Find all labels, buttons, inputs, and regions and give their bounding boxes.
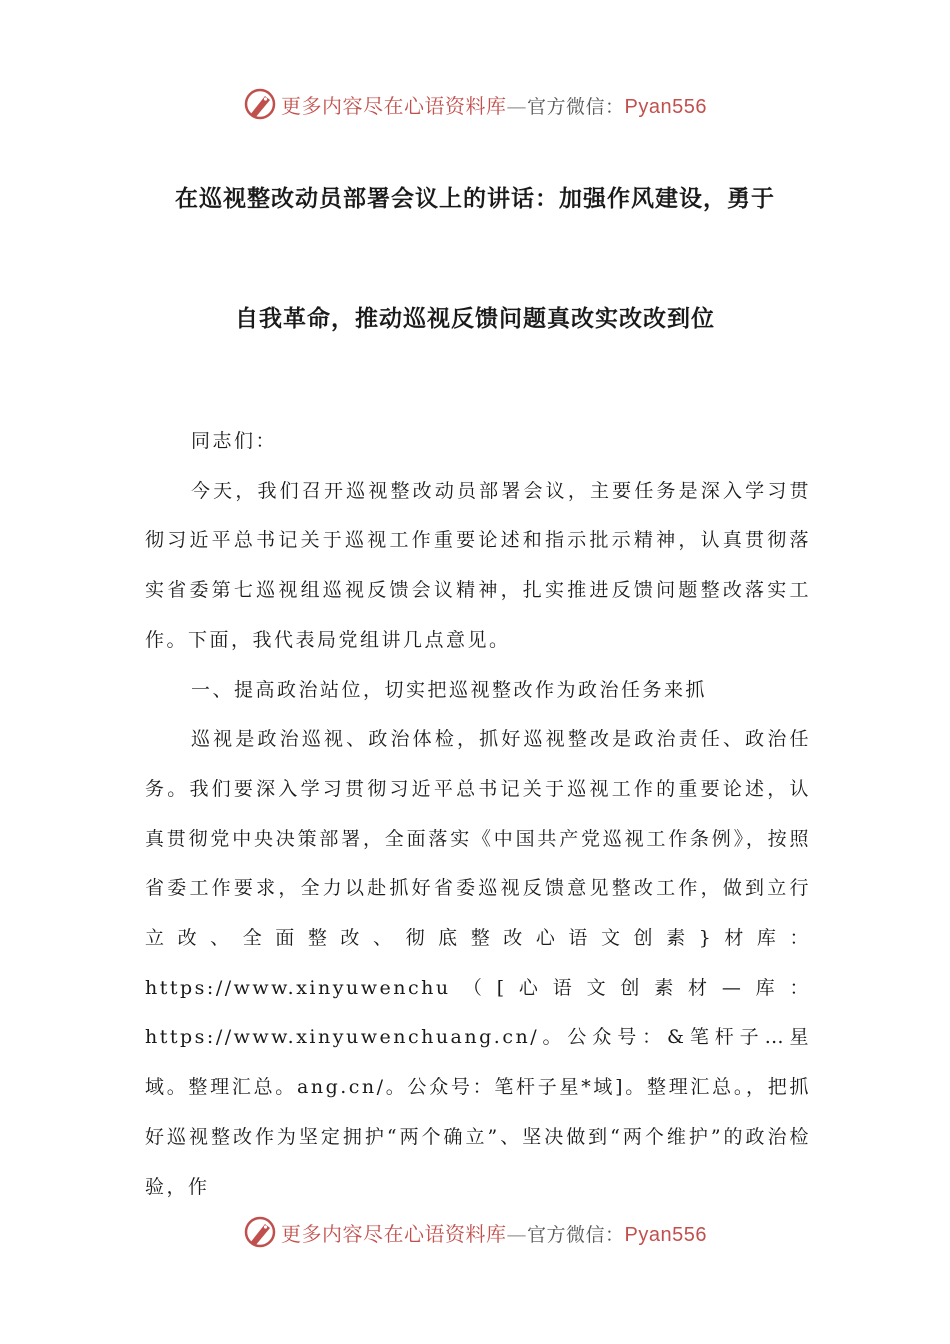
pen-nib-icon xyxy=(243,1215,277,1249)
header-banner xyxy=(0,84,950,124)
paragraph-intro: 今天，我们召开巡视整改动员部署会议，主要任务是深入学习贯彻习近平总书记关于巡视工作重要论述和指示批示精神，认真贯彻落实省委第七巡视组巡视反馈会议精神，扎实推进反馈问题整改落实工作。下面，我代表局党组讲几点意见。 xyxy=(145,479,811,651)
page-title-line-1: 在巡视整改动员部署会议上的讲话：加强作风建设，勇于 xyxy=(175,186,775,212)
footer-banner xyxy=(0,1212,950,1252)
page-title-line-2: 自我革命，推动巡视反馈问题真改实改改到位 xyxy=(235,306,715,332)
paragraph-section-1: 巡视是政治巡视、政治体检，抓好巡视整改是政治责任、政治任务。我们要深入学习贯彻习近平总书记关于巡视工作的重要论述，认真贯彻党中央决策部署，全面落实《中国共产党巡视工作条例》，按照省委工作要求，全力以赴抓好省委巡视反馈意见整改工作，做到立行立改、全面整改、彻底整改心语文创素}材库：https://www.xinyuwenchu（[心语文创素材—库：https://www.xinyuwenchuang.cn/。公众号：&笔杆子…星域。整理汇总。ang.cn/。公众号：笔杆子星*域]。整理汇总。，把抓好巡视整改作为坚定拥护“两个确立”、坚决做到“两个维护”的政治检验，作 xyxy=(145,728,811,1198)
pen-nib-icon xyxy=(243,87,277,121)
greeting: 同志们： xyxy=(191,430,278,452)
banner-text: 更多内容尽在心语资料库—官方微信：Pyan556 xyxy=(281,93,707,118)
document-body xyxy=(145,417,811,1212)
section-heading-1: 一、提高政治站位，切实把巡视整改作为政治任务来抓 xyxy=(191,678,708,701)
banner-text: 更多内容尽在心语资料库—官方微信：Pyan556 xyxy=(281,1221,707,1246)
